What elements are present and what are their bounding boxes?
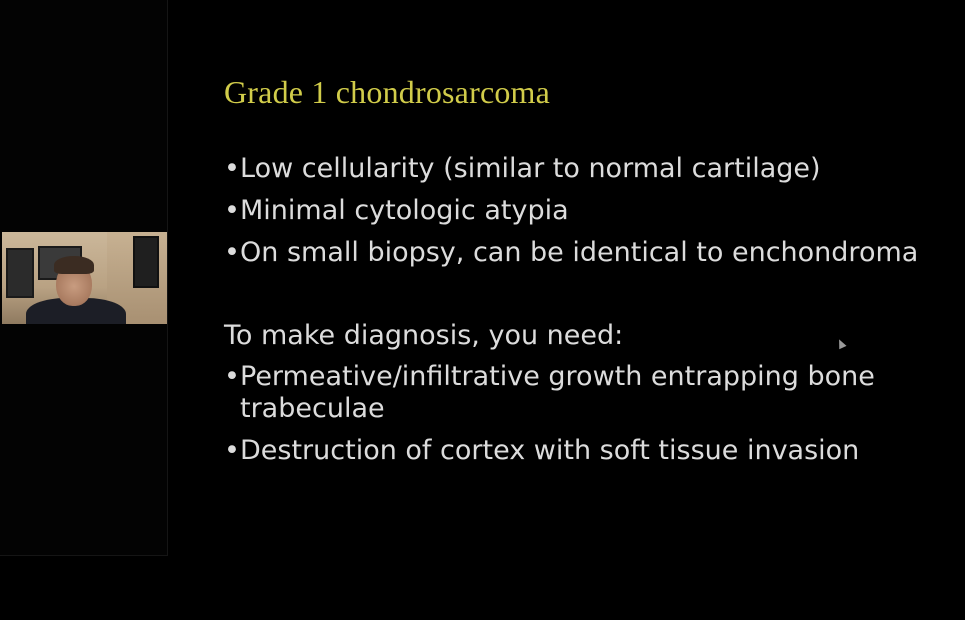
participant-strip (0, 0, 168, 556)
diagnosis-lead-text: To make diagnosis, you need: (224, 320, 624, 351)
bullet-list-diagnosis (224, 361, 944, 476)
mouse-cursor-icon (835, 338, 846, 350)
presentation-slide (168, 0, 965, 620)
bullet-item: • Minimal cytologic atypia (224, 194, 964, 227)
bullet-list-features (224, 152, 964, 278)
slide-title: Grade 1 chondrosarcoma (224, 74, 551, 110)
bullet-item: • Low cellularity (similar to normal cartilage) (224, 152, 964, 185)
bullet-item: • On small biopsy, can be identical to enchondroma (224, 236, 964, 269)
wall-picture-frame (133, 236, 159, 288)
participant-video-tile[interactable] (2, 232, 167, 324)
bullet-item: • Permeative/infiltrative growth entrapping bone trabeculae (224, 361, 920, 425)
speaker-hair (54, 256, 94, 274)
bullet-item: • Destruction of cortex with soft tissue invasion (224, 434, 944, 467)
wall-picture-frame (6, 248, 34, 298)
